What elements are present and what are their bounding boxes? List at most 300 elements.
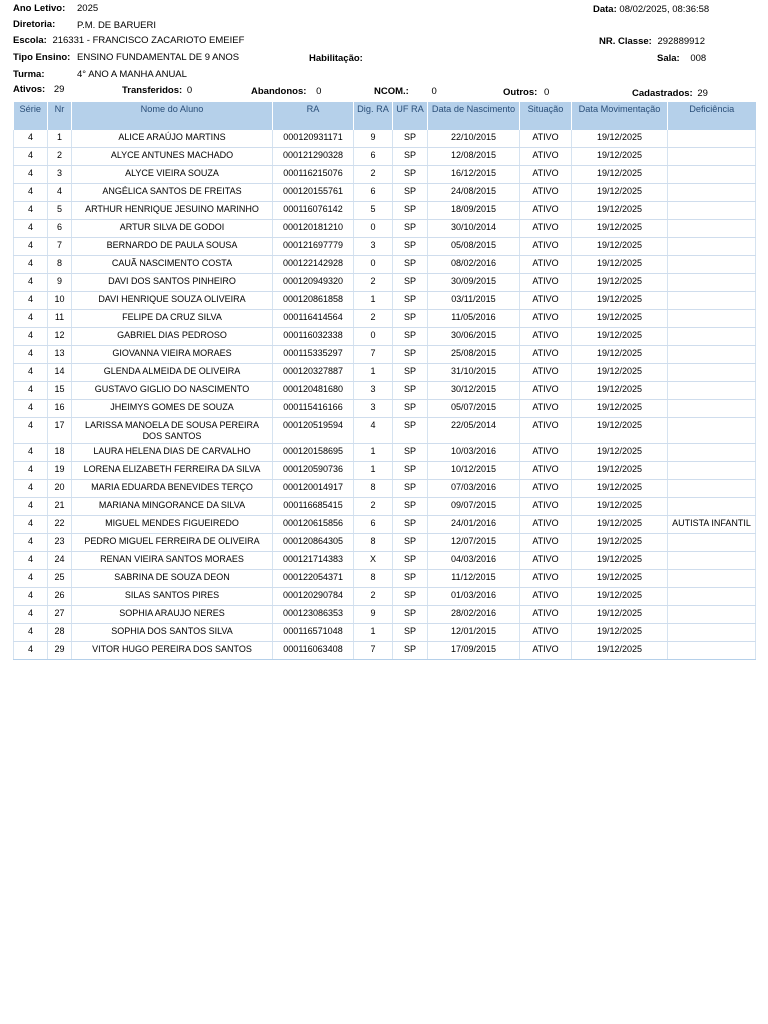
cell-movimentacao: 19/12/2025	[572, 606, 668, 624]
cell-nr: 17	[48, 418, 72, 444]
cell-nascimento: 11/05/2016	[428, 310, 520, 328]
cell-dig-ra: 1	[354, 624, 393, 642]
cell-nr: 12	[48, 328, 72, 346]
cell-nome: GUSTAVO GIGLIO DO NASCIMENTO	[72, 382, 273, 400]
cell-dig-ra: 3	[354, 400, 393, 418]
cadastrados-label: Cadastrados:	[632, 88, 693, 99]
cell-dig-ra: 0	[354, 256, 393, 274]
cell-serie: 4	[14, 516, 48, 534]
cell-movimentacao: 19/12/2025	[572, 552, 668, 570]
cell-uf-ra: SP	[393, 606, 428, 624]
cell-nr: 18	[48, 444, 72, 462]
cell-deficiencia	[668, 552, 756, 570]
cell-serie: 4	[14, 148, 48, 166]
diretoria-field	[13, 19, 55, 31]
cell-uf-ra: SP	[393, 400, 428, 418]
cell-deficiencia	[668, 480, 756, 498]
cell-uf-ra: SP	[393, 480, 428, 498]
cell-nome: SOPHIA DOS SANTOS SILVA	[72, 624, 273, 642]
cell-nr: 5	[48, 202, 72, 220]
cell-nr: 8	[48, 256, 72, 274]
cell-ra: 000120014917	[273, 480, 354, 498]
cell-nome: ARTUR SILVA DE GODOI	[72, 220, 273, 238]
cell-nr: 13	[48, 346, 72, 364]
cell-serie: 4	[14, 624, 48, 642]
cell-nr: 7	[48, 238, 72, 256]
cell-nr: 4	[48, 184, 72, 202]
cell-situacao: ATIVO	[520, 328, 572, 346]
cell-serie: 4	[14, 400, 48, 418]
cell-ra: 000121714383	[273, 552, 354, 570]
table-row	[14, 328, 756, 346]
cell-nascimento: 10/03/2016	[428, 444, 520, 462]
tipo-ensino-label: Tipo Ensino:	[13, 52, 71, 63]
cell-nome: ALICE ARAÚJO MARTINS	[72, 130, 273, 148]
cell-serie: 4	[14, 444, 48, 462]
cell-serie: 4	[14, 588, 48, 606]
diretoria-value: P.M. DE BARUERI	[77, 20, 157, 31]
cell-uf-ra: SP	[393, 346, 428, 364]
table-row	[14, 418, 756, 444]
table-row	[14, 534, 756, 552]
table-row	[14, 202, 756, 220]
cell-ra: 000122054371	[273, 570, 354, 588]
col-header-uf-ra: UF RA	[393, 102, 428, 130]
col-header-movimentacao: Data Movimentação	[572, 102, 668, 130]
cell-ra: 000120158695	[273, 444, 354, 462]
cell-nr: 27	[48, 606, 72, 624]
cell-situacao: ATIVO	[520, 480, 572, 498]
tipo-ensino-value-wrap	[77, 52, 239, 64]
cell-situacao: ATIVO	[520, 570, 572, 588]
cell-dig-ra: 9	[354, 130, 393, 148]
cell-nome: ANGÉLICA SANTOS DE FREITAS	[72, 184, 273, 202]
cell-nome: FELIPE DA CRUZ SILVA	[72, 310, 273, 328]
cell-dig-ra: 2	[354, 166, 393, 184]
cell-ra: 000120615856	[273, 516, 354, 534]
cell-situacao: ATIVO	[520, 552, 572, 570]
turma-field	[13, 69, 45, 81]
cell-movimentacao: 19/12/2025	[572, 498, 668, 516]
cell-nascimento: 12/07/2015	[428, 534, 520, 552]
cell-ra: 000120590736	[273, 462, 354, 480]
cell-serie: 4	[14, 202, 48, 220]
cell-dig-ra: 7	[354, 642, 393, 660]
cell-situacao: ATIVO	[520, 256, 572, 274]
data-value: 08/02/2025, 08:36:58	[619, 4, 710, 15]
cell-movimentacao: 19/12/2025	[572, 642, 668, 660]
cell-nascimento: 30/12/2015	[428, 382, 520, 400]
cell-nascimento: 24/01/2016	[428, 516, 520, 534]
table-row	[14, 570, 756, 588]
cell-nascimento: 25/08/2015	[428, 346, 520, 364]
cell-situacao: ATIVO	[520, 516, 572, 534]
table-row	[14, 220, 756, 238]
cell-nome: SABRINA DE SOUZA DEON	[72, 570, 273, 588]
cell-nr: 28	[48, 624, 72, 642]
table-row	[14, 462, 756, 480]
cell-nascimento: 30/09/2015	[428, 274, 520, 292]
cell-nascimento: 09/07/2015	[428, 498, 520, 516]
cell-ra: 000121697779	[273, 238, 354, 256]
cell-dig-ra: 2	[354, 498, 393, 516]
cell-uf-ra: SP	[393, 184, 428, 202]
cell-deficiencia	[668, 444, 756, 462]
cell-deficiencia	[668, 498, 756, 516]
cell-nascimento: 30/10/2014	[428, 220, 520, 238]
cell-deficiencia	[668, 364, 756, 382]
cell-dig-ra: X	[354, 552, 393, 570]
cell-uf-ra: SP	[393, 418, 428, 444]
cell-nascimento: 16/12/2015	[428, 166, 520, 184]
table-row	[14, 238, 756, 256]
cell-nr: 29	[48, 642, 72, 660]
cell-uf-ra: SP	[393, 238, 428, 256]
cell-movimentacao: 19/12/2025	[572, 462, 668, 480]
cell-nr: 9	[48, 274, 72, 292]
cell-dig-ra: 9	[354, 606, 393, 624]
cadastrados-field	[632, 88, 708, 100]
outros-label: Outros:	[503, 87, 538, 98]
cadastrados-value: 29	[697, 88, 708, 99]
abandonos-value: 0	[316, 86, 322, 97]
cell-ra: 000120864305	[273, 534, 354, 552]
cell-uf-ra: SP	[393, 588, 428, 606]
cell-dig-ra: 3	[354, 238, 393, 256]
cell-dig-ra: 1	[354, 462, 393, 480]
cell-deficiencia	[668, 642, 756, 660]
cell-nascimento: 10/12/2015	[428, 462, 520, 480]
cell-nr: 25	[48, 570, 72, 588]
cell-situacao: ATIVO	[520, 184, 572, 202]
cell-serie: 4	[14, 292, 48, 310]
cell-uf-ra: SP	[393, 642, 428, 660]
cell-nr: 6	[48, 220, 72, 238]
data-field	[593, 4, 709, 16]
cell-deficiencia	[668, 462, 756, 480]
cell-serie: 4	[14, 570, 48, 588]
diretoria-value-wrap	[77, 20, 156, 32]
cell-ra: 000116032338	[273, 328, 354, 346]
cell-dig-ra: 5	[354, 202, 393, 220]
cell-dig-ra: 1	[354, 364, 393, 382]
cell-serie: 4	[14, 346, 48, 364]
cell-deficiencia	[668, 292, 756, 310]
table-body	[14, 130, 756, 660]
cell-nome: MIGUEL MENDES FIGUEIREDO	[72, 516, 273, 534]
cell-nascimento: 05/08/2015	[428, 238, 520, 256]
turma-value-wrap	[77, 69, 187, 81]
cell-nome: PEDRO MIGUEL FERREIRA DE OLIVEIRA	[72, 534, 273, 552]
table-row	[14, 624, 756, 642]
table-row	[14, 498, 756, 516]
table-row	[14, 346, 756, 364]
cell-uf-ra: SP	[393, 292, 428, 310]
cell-ra: 000116414564	[273, 310, 354, 328]
cell-nr: 3	[48, 166, 72, 184]
cell-nr: 10	[48, 292, 72, 310]
cell-nascimento: 11/12/2015	[428, 570, 520, 588]
cell-nr: 11	[48, 310, 72, 328]
cell-situacao: ATIVO	[520, 364, 572, 382]
cell-ra: 000120519594	[273, 418, 354, 444]
cell-movimentacao: 19/12/2025	[572, 292, 668, 310]
cell-nr: 21	[48, 498, 72, 516]
ncom-field	[374, 86, 437, 98]
cell-movimentacao: 19/12/2025	[572, 274, 668, 292]
table-row	[14, 382, 756, 400]
cell-movimentacao: 19/12/2025	[572, 130, 668, 148]
cell-ra: 000116215076	[273, 166, 354, 184]
nr-classe-label: NR. Classe:	[599, 36, 652, 47]
cell-ra: 000116571048	[273, 624, 354, 642]
cell-nascimento: 07/03/2016	[428, 480, 520, 498]
sala-label: Sala:	[657, 53, 680, 64]
cell-situacao: ATIVO	[520, 588, 572, 606]
cell-deficiencia	[668, 400, 756, 418]
cell-uf-ra: SP	[393, 130, 428, 148]
cell-ra: 000116063408	[273, 642, 354, 660]
cell-uf-ra: SP	[393, 274, 428, 292]
col-header-dig-ra: Dig. RA	[354, 102, 393, 130]
cell-uf-ra: SP	[393, 220, 428, 238]
table-row	[14, 606, 756, 624]
cell-deficiencia	[668, 202, 756, 220]
cell-dig-ra: 0	[354, 328, 393, 346]
cell-situacao: ATIVO	[520, 624, 572, 642]
cell-uf-ra: SP	[393, 382, 428, 400]
cell-nome: LAURA HELENA DIAS DE CARVALHO	[72, 444, 273, 462]
cell-uf-ra: SP	[393, 624, 428, 642]
cell-deficiencia	[668, 256, 756, 274]
cell-deficiencia	[668, 534, 756, 552]
cell-nascimento: 18/09/2015	[428, 202, 520, 220]
table-row	[14, 516, 756, 534]
cell-deficiencia	[668, 328, 756, 346]
cell-situacao: ATIVO	[520, 462, 572, 480]
ano-letivo-label: Ano Letivo:	[13, 3, 66, 14]
cell-dig-ra: 8	[354, 480, 393, 498]
ncom-label: NCOM.:	[374, 86, 409, 97]
cell-serie: 4	[14, 498, 48, 516]
cell-nascimento: 01/03/2016	[428, 588, 520, 606]
cell-uf-ra: SP	[393, 498, 428, 516]
transferidos-value: 0	[186, 85, 193, 96]
cell-serie: 4	[14, 382, 48, 400]
cell-movimentacao: 19/12/2025	[572, 166, 668, 184]
cell-deficiencia	[668, 220, 756, 238]
cell-nascimento: 05/07/2015	[428, 400, 520, 418]
cell-deficiencia	[668, 382, 756, 400]
cell-uf-ra: SP	[393, 462, 428, 480]
cell-nome: ALYCE ANTUNES MACHADO	[72, 148, 273, 166]
cell-movimentacao: 19/12/2025	[572, 184, 668, 202]
cell-ra: 000120327887	[273, 364, 354, 382]
table-row	[14, 480, 756, 498]
ativos-value: 29	[53, 84, 65, 95]
cell-nome: DAVI DOS SANTOS PINHEIRO	[72, 274, 273, 292]
cell-situacao: ATIVO	[520, 310, 572, 328]
cell-situacao: ATIVO	[520, 418, 572, 444]
cell-nascimento: 22/05/2014	[428, 418, 520, 444]
cell-deficiencia	[668, 310, 756, 328]
cell-movimentacao: 19/12/2025	[572, 148, 668, 166]
cell-ra: 000120290784	[273, 588, 354, 606]
cell-uf-ra: SP	[393, 328, 428, 346]
cell-situacao: ATIVO	[520, 534, 572, 552]
table-row	[14, 130, 756, 148]
table-row	[14, 148, 756, 166]
cell-nome: ALYCE VIEIRA SOUZA	[72, 166, 273, 184]
cell-nascimento: 12/08/2015	[428, 148, 520, 166]
col-header-nascimento: Data de Nascimento	[428, 102, 520, 130]
table-header-row	[14, 102, 756, 130]
outros-field	[503, 87, 549, 99]
cell-situacao: ATIVO	[520, 220, 572, 238]
ano-letivo-value-wrap	[77, 3, 98, 15]
cell-ra: 000116685415	[273, 498, 354, 516]
cell-serie: 4	[14, 642, 48, 660]
nr-classe-value: 292889912	[657, 36, 706, 47]
cell-situacao: ATIVO	[520, 166, 572, 184]
tipo-ensino-value: ENSINO FUNDAMENTAL DE 9 ANOS	[77, 52, 240, 63]
cell-nascimento: 04/03/2016	[428, 552, 520, 570]
cell-movimentacao: 19/12/2025	[572, 418, 668, 444]
cell-ra: 000120949320	[273, 274, 354, 292]
cell-nome: CAUÃ NASCIMENTO COSTA	[72, 256, 273, 274]
cell-deficiencia	[668, 570, 756, 588]
cell-serie: 4	[14, 130, 48, 148]
cell-nascimento: 22/10/2015	[428, 130, 520, 148]
cell-nr: 24	[48, 552, 72, 570]
cell-ra: 000120861858	[273, 292, 354, 310]
cell-situacao: ATIVO	[520, 292, 572, 310]
cell-situacao: ATIVO	[520, 238, 572, 256]
cell-nascimento: 30/06/2015	[428, 328, 520, 346]
table-row	[14, 310, 756, 328]
cell-nr: 26	[48, 588, 72, 606]
cell-nascimento: 31/10/2015	[428, 364, 520, 382]
cell-nome: BERNARDO DE PAULA SOUSA	[72, 238, 273, 256]
cell-movimentacao: 19/12/2025	[572, 400, 668, 418]
cell-situacao: ATIVO	[520, 642, 572, 660]
cell-deficiencia: AUTISTA INFANTIL	[668, 516, 756, 534]
cell-uf-ra: SP	[393, 516, 428, 534]
cell-nascimento: 12/01/2015	[428, 624, 520, 642]
cell-uf-ra: SP	[393, 570, 428, 588]
cell-dig-ra: 6	[354, 148, 393, 166]
cell-nr: 1	[48, 130, 72, 148]
cell-serie: 4	[14, 256, 48, 274]
cell-movimentacao: 19/12/2025	[572, 480, 668, 498]
habilitacao-label: Habilitação:	[309, 53, 363, 64]
cell-uf-ra: SP	[393, 552, 428, 570]
table-row	[14, 166, 756, 184]
turma-label: Turma:	[13, 69, 45, 80]
cell-serie: 4	[14, 238, 48, 256]
table-row	[14, 400, 756, 418]
cell-movimentacao: 19/12/2025	[572, 220, 668, 238]
cell-nome: GABRIEL DIAS PEDROSO	[72, 328, 273, 346]
cell-serie: 4	[14, 462, 48, 480]
cell-movimentacao: 19/12/2025	[572, 202, 668, 220]
cell-uf-ra: SP	[393, 364, 428, 382]
cell-dig-ra: 0	[354, 220, 393, 238]
cell-situacao: ATIVO	[520, 400, 572, 418]
cell-movimentacao: 19/12/2025	[572, 382, 668, 400]
cell-nascimento: 28/02/2016	[428, 606, 520, 624]
cell-dig-ra: 1	[354, 292, 393, 310]
cell-dig-ra: 8	[354, 534, 393, 552]
cell-situacao: ATIVO	[520, 382, 572, 400]
cell-deficiencia	[668, 238, 756, 256]
transferidos-field	[122, 85, 192, 97]
cell-dig-ra: 4	[354, 418, 393, 444]
tipo-ensino-field	[13, 52, 70, 64]
cell-dig-ra: 6	[354, 516, 393, 534]
cell-movimentacao: 19/12/2025	[572, 346, 668, 364]
transferidos-label: Transferidos:	[122, 85, 183, 96]
ativos-field	[13, 84, 64, 96]
cell-situacao: ATIVO	[520, 444, 572, 462]
cell-situacao: ATIVO	[520, 130, 572, 148]
col-header-situacao: Situação	[520, 102, 572, 130]
cell-deficiencia	[668, 418, 756, 444]
ncom-value: 0	[431, 86, 437, 97]
cell-nome: RENAN VIEIRA SANTOS MORAES	[72, 552, 273, 570]
table-row	[14, 552, 756, 570]
cell-nr: 14	[48, 364, 72, 382]
cell-nome: DAVI HENRIQUE SOUZA OLIVEIRA	[72, 292, 273, 310]
students-table	[13, 102, 756, 660]
cell-ra: 000121290328	[273, 148, 354, 166]
table-row	[14, 642, 756, 660]
turma-value: 4° ANO A MANHA ANUAL	[77, 69, 187, 80]
cell-uf-ra: SP	[393, 256, 428, 274]
cell-serie: 4	[14, 480, 48, 498]
cell-deficiencia	[668, 166, 756, 184]
table-row	[14, 588, 756, 606]
cell-movimentacao: 19/12/2025	[572, 444, 668, 462]
cell-movimentacao: 19/12/2025	[572, 534, 668, 552]
table-row	[14, 256, 756, 274]
cell-situacao: ATIVO	[520, 148, 572, 166]
escola-field	[13, 35, 244, 47]
cell-dig-ra: 3	[354, 382, 393, 400]
cell-ra: 000120181210	[273, 220, 354, 238]
cell-nascimento: 24/08/2015	[428, 184, 520, 202]
cell-dig-ra: 7	[354, 346, 393, 364]
cell-serie: 4	[14, 534, 48, 552]
cell-movimentacao: 19/12/2025	[572, 238, 668, 256]
cell-deficiencia	[668, 588, 756, 606]
cell-dig-ra: 2	[354, 274, 393, 292]
cell-movimentacao: 19/12/2025	[572, 364, 668, 382]
ano-letivo-value: 2025	[77, 3, 99, 14]
table-row	[14, 184, 756, 202]
ano-letivo-field	[13, 3, 65, 15]
cell-serie: 4	[14, 310, 48, 328]
cell-serie: 4	[14, 166, 48, 184]
cell-dig-ra: 1	[354, 444, 393, 462]
col-header-nome: Nome do Aluno	[72, 102, 273, 130]
cell-movimentacao: 19/12/2025	[572, 256, 668, 274]
col-header-ra: RA	[273, 102, 354, 130]
cell-movimentacao: 19/12/2025	[572, 624, 668, 642]
col-header-deficiencia: Deficiência	[668, 102, 756, 130]
cell-nome: JHEIMYS GOMES DE SOUZA	[72, 400, 273, 418]
cell-ra: 000120155761	[273, 184, 354, 202]
